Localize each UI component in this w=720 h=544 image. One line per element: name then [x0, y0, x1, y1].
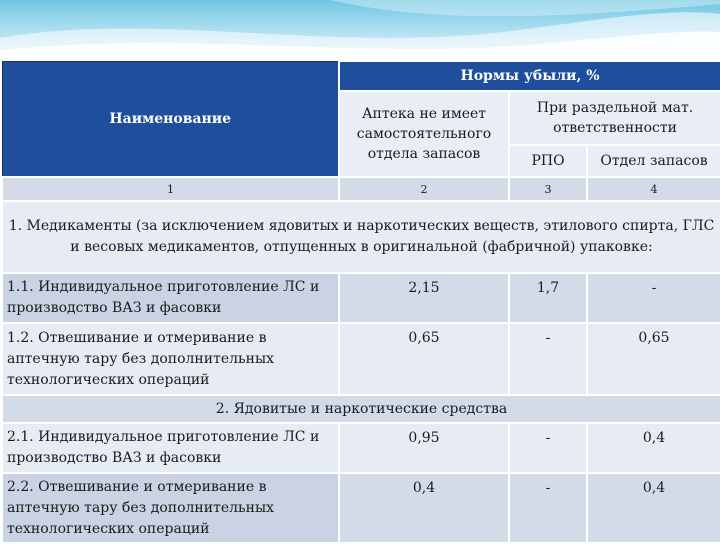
row-label: 1.1. Индивидуальное приготовление ЛС и производство ВАЗ и фасовки	[2, 273, 339, 323]
section-row	[2, 395, 720, 423]
row-value: -	[509, 473, 587, 543]
row-value: -	[587, 273, 720, 323]
table-row	[2, 323, 720, 395]
col-number: 3	[509, 177, 587, 201]
header-name: Наименование	[2, 61, 339, 177]
row-value: 2,15	[339, 273, 509, 323]
row-value: 0,4	[587, 473, 720, 543]
table-row	[2, 473, 720, 543]
row-value: 0,95	[339, 423, 509, 473]
row-value: 0,65	[587, 323, 720, 395]
col-number: 2	[339, 177, 509, 201]
loss-norms-table	[1, 60, 720, 544]
column-numbers-row	[2, 177, 720, 201]
wave-decoration	[0, 0, 720, 60]
header-separate: При раздельной мат. ответственности	[509, 91, 720, 145]
header-dept: Отдел запасов	[587, 145, 720, 177]
row-value: 0,4	[587, 423, 720, 473]
col-number: 1	[2, 177, 339, 201]
row-value: -	[509, 323, 587, 395]
row-value: 0,65	[339, 323, 509, 395]
section-1-title: 1. Медикаменты (за исключением ядовитых и наркотических веществ, этилового спирта, ГЛС и весовых медикаментов, отпущенных в оригинальной (фабричной) упаковке:	[2, 201, 720, 273]
section-2-title: 2. Ядовитые и наркотические средства	[2, 395, 720, 423]
row-label: 1.2. Отвешивание и отмеривание в аптечную тару без дополнительных технологических операций	[2, 323, 339, 395]
row-value: -	[509, 423, 587, 473]
header-norms: Нормы убыли, %	[339, 61, 720, 91]
row-value: 0,4	[339, 473, 509, 543]
header-rpo: РПО	[509, 145, 587, 177]
header-banner	[0, 0, 720, 60]
section-row	[2, 201, 720, 273]
table-row	[2, 273, 720, 323]
row-label: 2.2. Отвешивание и отмеривание в аптечную тару без дополнительных технологических операций	[2, 473, 339, 543]
col-number: 4	[587, 177, 720, 201]
table-row	[2, 423, 720, 473]
header-no-dept: Аптека не имеет самостоятельного отдела запасов	[339, 91, 509, 177]
row-label: 2.1. Индивидуальное приготовление ЛС и производство ВАЗ и фасовки	[2, 423, 339, 473]
row-value: 1,7	[509, 273, 587, 323]
